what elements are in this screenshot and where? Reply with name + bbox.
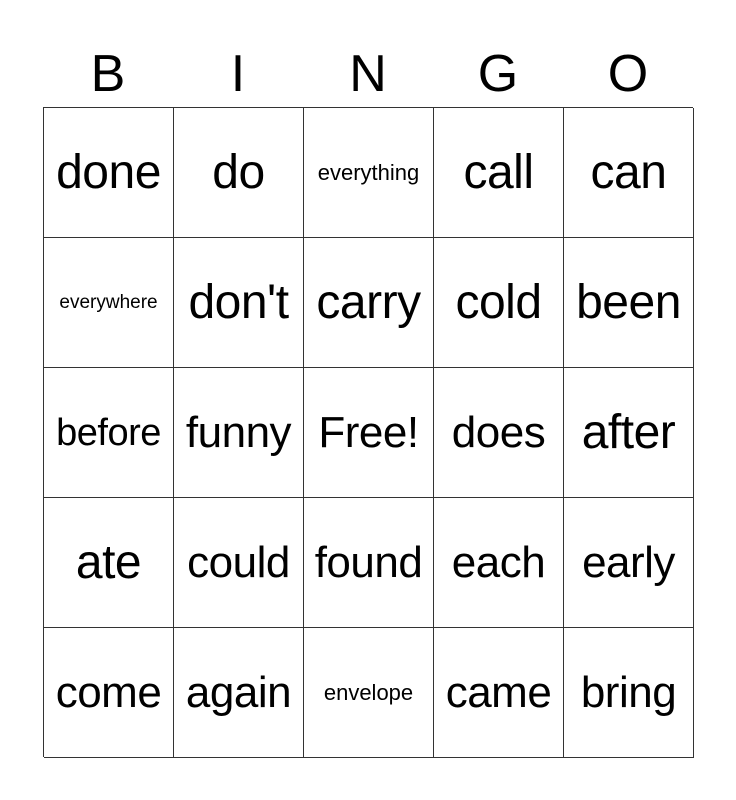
cell-word: could xyxy=(187,537,290,587)
bingo-cell[interactable] xyxy=(174,238,304,368)
cell-word: envelope xyxy=(323,679,414,705)
bingo-cell[interactable] xyxy=(304,238,434,368)
cell-word: came xyxy=(445,667,552,717)
cell-word: early xyxy=(582,537,675,587)
cell-word: ate xyxy=(75,535,142,589)
header-letter-i: I xyxy=(230,45,246,103)
bingo-cell[interactable] xyxy=(564,368,694,498)
cell-word: cold xyxy=(455,275,542,329)
bingo-cell[interactable] xyxy=(44,628,174,758)
bingo-cell[interactable] xyxy=(434,108,564,238)
cell-word: found xyxy=(314,537,423,587)
cell-word: does xyxy=(451,407,546,457)
bingo-cell[interactable] xyxy=(434,238,564,368)
cell-word: don't xyxy=(188,275,289,329)
bingo-cell[interactable] xyxy=(174,368,304,498)
header-letter-g: G xyxy=(477,45,519,103)
cell-word: after xyxy=(581,405,676,459)
cell-word: bring xyxy=(580,667,677,717)
header-letter-n: N xyxy=(349,45,387,103)
bingo-board xyxy=(43,107,693,757)
cell-word: again xyxy=(185,667,292,717)
bingo-cell[interactable] xyxy=(564,238,694,368)
cell-word: before xyxy=(56,411,161,454)
bingo-cell[interactable] xyxy=(304,108,434,238)
cell-word: been xyxy=(576,275,681,329)
bingo-cell[interactable] xyxy=(44,368,174,498)
bingo-cell[interactable] xyxy=(434,498,564,628)
bingo-cell[interactable] xyxy=(434,368,564,498)
bingo-cell[interactable] xyxy=(304,498,434,628)
bingo-cell[interactable] xyxy=(564,498,694,628)
cell-word: do xyxy=(212,145,265,199)
header-letter-o: O xyxy=(607,45,649,103)
cell-word: can xyxy=(590,145,667,199)
cell-word: funny xyxy=(185,407,292,457)
free-space-label: Free! xyxy=(318,407,419,457)
bingo-cell[interactable] xyxy=(564,628,694,758)
header-letter-b: B xyxy=(90,45,126,103)
bingo-cell[interactable] xyxy=(44,108,174,238)
bingo-cell[interactable] xyxy=(434,628,564,758)
bingo-header xyxy=(43,40,693,108)
cell-word: carry xyxy=(316,275,421,329)
bingo-cell[interactable] xyxy=(304,628,434,758)
cell-word: call xyxy=(463,145,534,199)
bingo-cell[interactable] xyxy=(174,628,304,758)
bingo-cell[interactable] xyxy=(174,108,304,238)
cell-word: each xyxy=(451,537,546,587)
free-space-cell[interactable] xyxy=(304,368,434,498)
bingo-cell[interactable] xyxy=(44,498,174,628)
bingo-cell[interactable] xyxy=(174,498,304,628)
cell-word: everywhere xyxy=(59,292,158,313)
cell-word: everything xyxy=(317,159,420,185)
bingo-cell[interactable] xyxy=(564,108,694,238)
bingo-cell[interactable] xyxy=(44,238,174,368)
cell-word: come xyxy=(55,667,162,717)
cell-word: done xyxy=(56,145,161,199)
